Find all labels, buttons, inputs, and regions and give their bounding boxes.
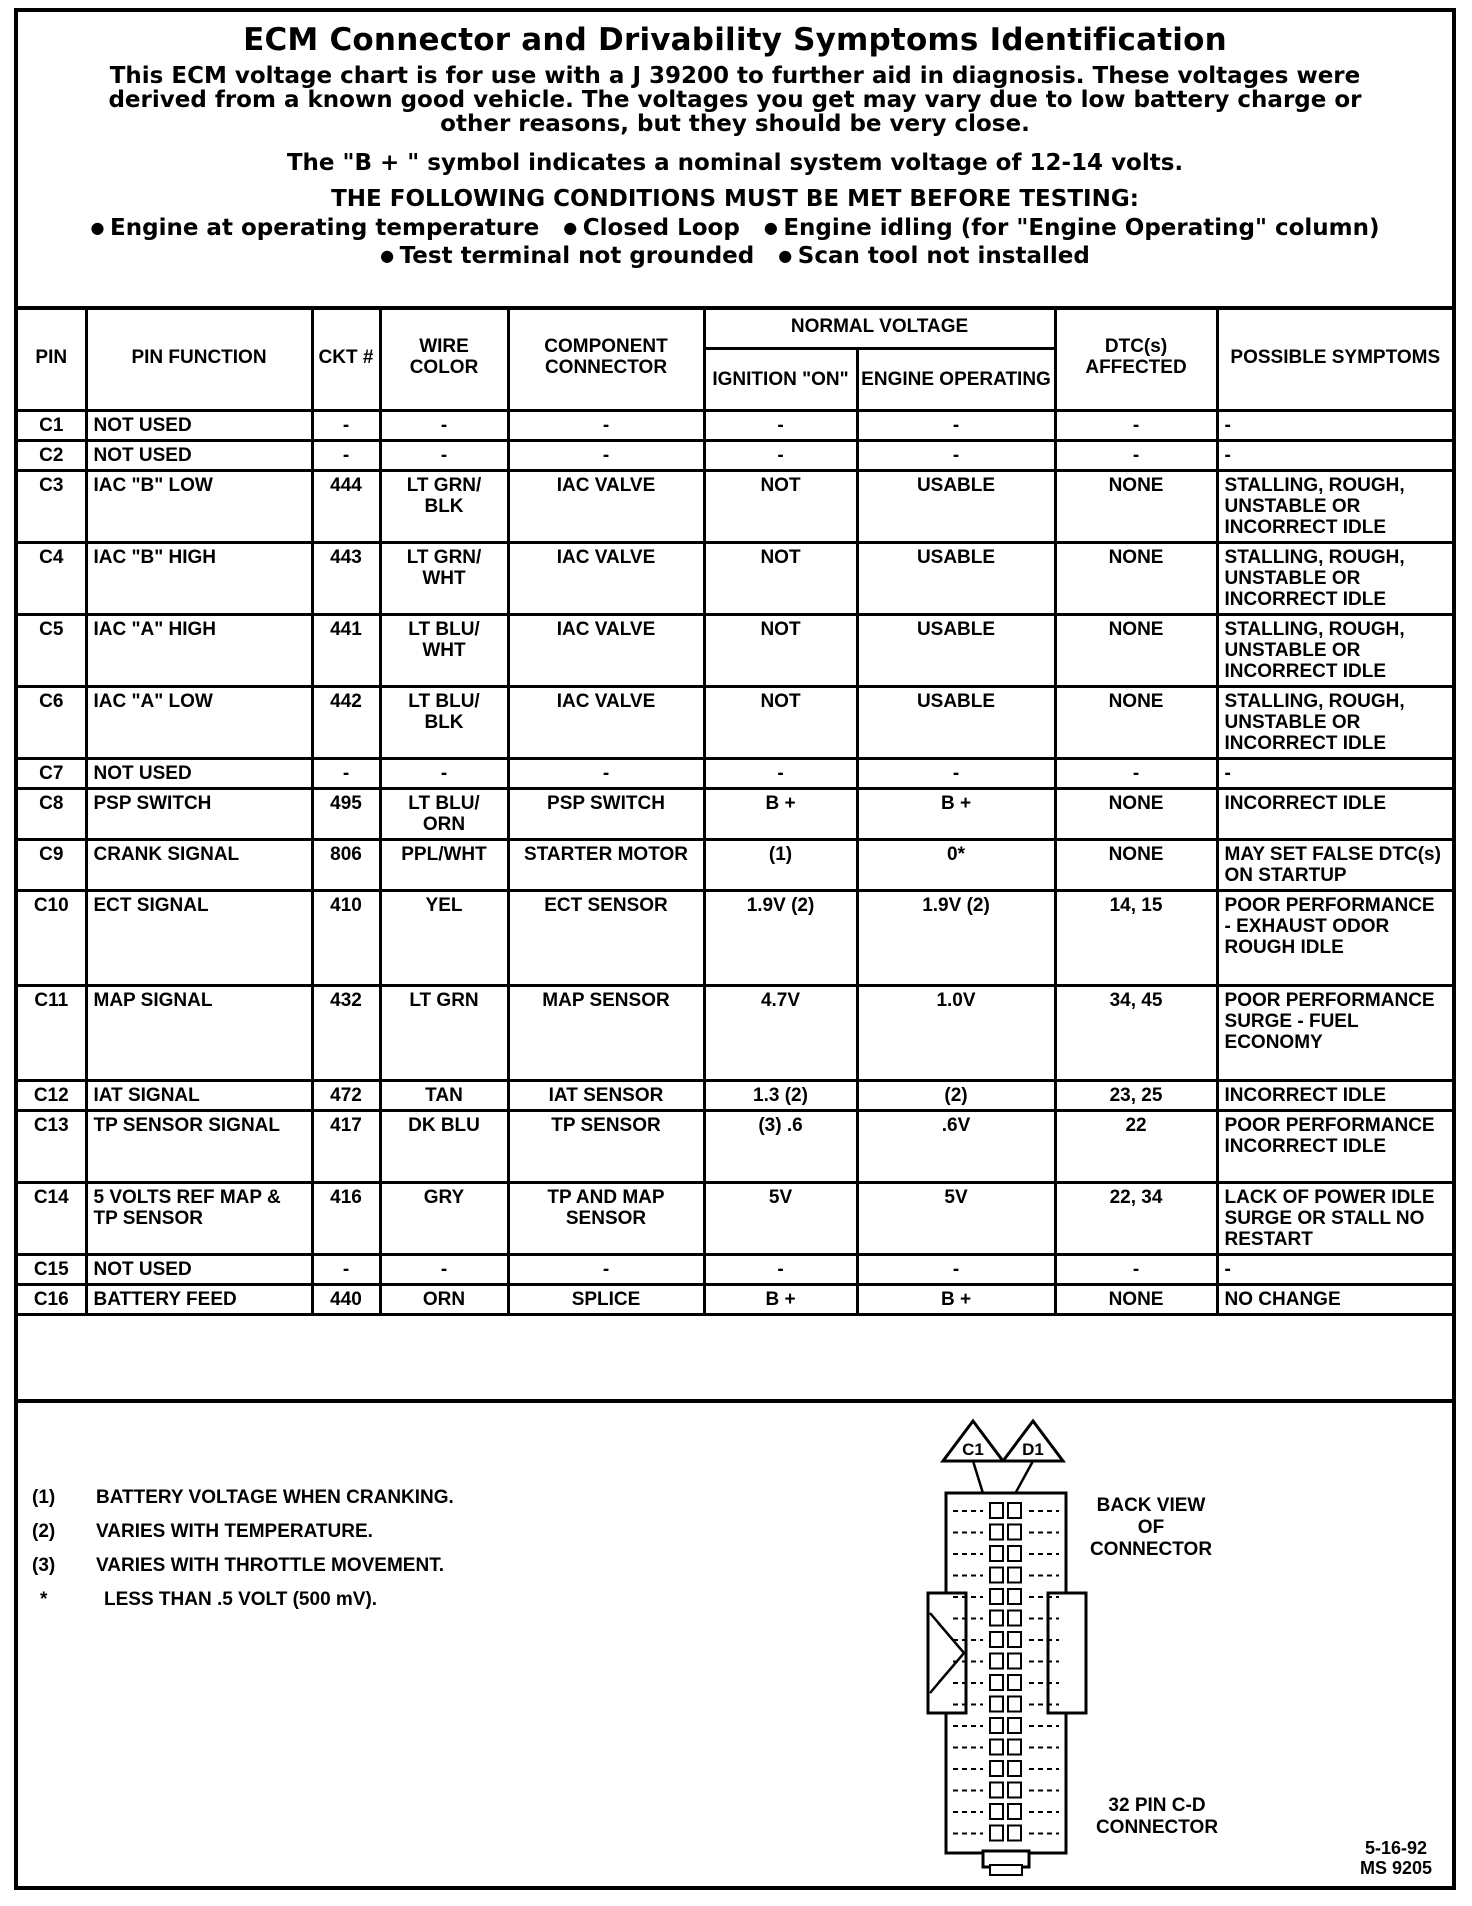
cell-symptoms: - bbox=[1217, 440, 1452, 470]
cell-ign: B + bbox=[704, 788, 857, 839]
pin-count-line: 32 PIN C-D bbox=[1108, 1795, 1206, 1816]
cell-dtc: NONE bbox=[1055, 542, 1217, 614]
connector-pin-icon bbox=[1008, 1568, 1021, 1583]
connector-pin-icon bbox=[1008, 1503, 1021, 1518]
header-ignition-on: IGNITION "ON" bbox=[704, 348, 857, 410]
header-symptoms: POSSIBLE SYMPTOMS bbox=[1217, 306, 1452, 410]
footnote-text: VARIES WITH THROTTLE MOVEMENT. bbox=[96, 1555, 444, 1576]
table-row bbox=[18, 410, 1452, 440]
table-row bbox=[18, 1080, 1452, 1110]
cell-symptoms: STALLING, ROUGH, UNSTABLE OR INCORRECT IDLE bbox=[1217, 542, 1452, 614]
cell-ckt: - bbox=[312, 1254, 380, 1284]
back-view-line: CONNECTOR bbox=[1089, 1539, 1213, 1560]
cell-component: - bbox=[508, 758, 704, 788]
cell-dtc: NONE bbox=[1055, 614, 1217, 686]
connector-pin-icon bbox=[1008, 1525, 1021, 1540]
cell-symptoms: STALLING, ROUGH, UNSTABLE OR INCORRECT IDLE bbox=[1217, 614, 1452, 686]
cell-function: 5 VOLTS REF MAP & TP SENSOR bbox=[86, 1182, 312, 1254]
cell-wire: - bbox=[380, 440, 508, 470]
connector-pin-icon bbox=[990, 1525, 1003, 1540]
table-row bbox=[18, 758, 1452, 788]
cell-ign: B + bbox=[704, 1284, 857, 1314]
table-row bbox=[18, 686, 1452, 758]
connector-pin-icon bbox=[990, 1654, 1003, 1669]
cell-pin: C12 bbox=[18, 1080, 86, 1110]
cell-ign: (1) bbox=[704, 839, 857, 890]
cell-component: IAC VALVE bbox=[508, 686, 704, 758]
connector-pin-icon bbox=[1008, 1546, 1021, 1561]
connector-pin-icon bbox=[990, 1718, 1003, 1733]
table-row bbox=[18, 839, 1452, 890]
connector-pin-icon bbox=[1008, 1740, 1021, 1755]
bplus-note: The "B + " symbol indicates a nominal system voltage of 12-14 volts. bbox=[286, 150, 1184, 176]
cell-ign: NOT bbox=[704, 614, 857, 686]
cell-dtc: NONE bbox=[1055, 1284, 1217, 1314]
d1-marker-label: D1 bbox=[1022, 1440, 1044, 1459]
cell-ign: - bbox=[704, 758, 857, 788]
cell-ckt: 441 bbox=[312, 614, 380, 686]
cell-eng: 0* bbox=[857, 839, 1055, 890]
cell-ign: NOT bbox=[704, 686, 857, 758]
table-body bbox=[18, 410, 1452, 1314]
cell-symptoms: MAY SET FALSE DTC(s) ON STARTUP bbox=[1217, 839, 1452, 890]
cell-eng: USABLE bbox=[857, 686, 1055, 758]
cell-symptoms: - bbox=[1217, 758, 1452, 788]
cell-wire: - bbox=[380, 1254, 508, 1284]
cell-pin: C8 bbox=[18, 788, 86, 839]
conditions-title: THE FOLLOWING CONDITIONS MUST BE MET BEFORE TESTING: bbox=[331, 186, 1139, 212]
cell-eng: - bbox=[857, 1254, 1055, 1284]
cell-wire: - bbox=[380, 410, 508, 440]
cell-eng: USABLE bbox=[857, 542, 1055, 614]
cell-component: - bbox=[508, 440, 704, 470]
header-function: PIN FUNCTION bbox=[86, 306, 312, 410]
c1-marker-label: C1 bbox=[962, 1440, 984, 1459]
cell-function: TP SENSOR SIGNAL bbox=[86, 1110, 312, 1182]
cell-function: ECT SIGNAL bbox=[86, 890, 312, 985]
cell-dtc: 23, 25 bbox=[1055, 1080, 1217, 1110]
page-title: ECM Connector and Drivability Symptoms Identification bbox=[243, 22, 1227, 58]
cell-symptoms: STALLING, ROUGH, UNSTABLE OR INCORRECT IDLE bbox=[1217, 686, 1452, 758]
cell-ckt: 440 bbox=[312, 1284, 380, 1314]
connector-pin-icon bbox=[1008, 1589, 1021, 1604]
intro-text: This ECM voltage chart is for use with a J 39200 to further aid in diagnosis. These voltages were derived from a known good vehicle. The voltages you get may vary due to low battery charge or other reasons, but they should be very close. bbox=[108, 63, 1362, 137]
cell-pin: C15 bbox=[18, 1254, 86, 1284]
document-date: 5-16-92 bbox=[1364, 1838, 1427, 1858]
cell-ckt: 443 bbox=[312, 542, 380, 614]
cell-eng: - bbox=[857, 440, 1055, 470]
cell-pin: C3 bbox=[18, 470, 86, 542]
cell-eng: 1.9V (2) bbox=[857, 890, 1055, 985]
cell-ckt: - bbox=[312, 758, 380, 788]
connector-pin-icon bbox=[1008, 1761, 1021, 1776]
pin-count-label bbox=[1082, 1795, 1232, 1839]
cell-ckt: 417 bbox=[312, 1110, 380, 1182]
header bbox=[18, 12, 1452, 310]
connector-pin-icon bbox=[1008, 1826, 1021, 1841]
cell-dtc: - bbox=[1055, 410, 1217, 440]
back-view-line: BACK VIEW bbox=[1096, 1495, 1206, 1516]
footnote-text: LESS THAN .5 VOLT (500 mV). bbox=[104, 1589, 378, 1610]
cell-component: IAC VALVE bbox=[508, 470, 704, 542]
cell-pin: C10 bbox=[18, 890, 86, 985]
header-wire-color: WIRE COLOR bbox=[380, 306, 508, 410]
cell-wire: LT GRN bbox=[380, 985, 508, 1080]
footnote-mark: (2) bbox=[32, 1521, 56, 1542]
cell-ckt: - bbox=[312, 440, 380, 470]
cell-pin: C13 bbox=[18, 1110, 86, 1182]
cell-component: - bbox=[508, 1254, 704, 1284]
cell-pin: C4 bbox=[18, 542, 86, 614]
connector-pin-icon bbox=[990, 1804, 1003, 1819]
cell-dtc: NONE bbox=[1055, 686, 1217, 758]
header-normal-voltage: NORMAL VOLTAGE bbox=[704, 306, 1055, 348]
cell-dtc: 14, 15 bbox=[1055, 890, 1217, 985]
document-code: MS 9205 bbox=[1359, 1858, 1432, 1878]
cell-pin: C14 bbox=[18, 1182, 86, 1254]
table-row bbox=[18, 788, 1452, 839]
cell-function: BATTERY FEED bbox=[86, 1284, 312, 1314]
cell-symptoms: INCORRECT IDLE bbox=[1217, 1080, 1452, 1110]
cell-symptoms: INCORRECT IDLE bbox=[1217, 788, 1452, 839]
cell-dtc: 22 bbox=[1055, 1110, 1217, 1182]
cell-eng: B + bbox=[857, 788, 1055, 839]
cell-symptoms: STALLING, ROUGH, UNSTABLE OR INCORRECT IDLE bbox=[1217, 470, 1452, 542]
cell-ign: (3) .6 bbox=[704, 1110, 857, 1182]
footnote-mark: (3) bbox=[32, 1555, 56, 1576]
cell-eng: B + bbox=[857, 1284, 1055, 1314]
cell-dtc: 22, 34 bbox=[1055, 1182, 1217, 1254]
cell-function: PSP SWITCH bbox=[86, 788, 312, 839]
condition-item: ● Engine at operating temperature bbox=[90, 215, 539, 241]
cell-ckt: 472 bbox=[312, 1080, 380, 1110]
cell-pin: C2 bbox=[18, 440, 86, 470]
table-row bbox=[18, 1182, 1452, 1254]
cell-dtc: - bbox=[1055, 1254, 1217, 1284]
cell-pin: C5 bbox=[18, 614, 86, 686]
document-frame bbox=[14, 8, 1456, 1890]
cell-pin: C7 bbox=[18, 758, 86, 788]
cell-ckt: 806 bbox=[312, 839, 380, 890]
cell-function: IAT SIGNAL bbox=[86, 1080, 312, 1110]
cell-component: IAC VALVE bbox=[508, 542, 704, 614]
cell-ign: NOT bbox=[704, 542, 857, 614]
connector-pin-icon bbox=[990, 1632, 1003, 1647]
cell-symptoms: POOR PERFORMANCE SURGE - FUEL ECONOMY bbox=[1217, 985, 1452, 1080]
cell-function: NOT USED bbox=[86, 758, 312, 788]
connector-pin-icon bbox=[990, 1740, 1003, 1755]
cell-wire: LT BLU/ ORN bbox=[380, 788, 508, 839]
conditions-line-1 bbox=[18, 216, 1452, 240]
connector-pin-icon bbox=[990, 1761, 1003, 1776]
cell-symptoms: NO CHANGE bbox=[1217, 1284, 1452, 1314]
header-component: COMPONENT CONNECTOR bbox=[508, 306, 704, 410]
cell-wire: YEL bbox=[380, 890, 508, 985]
header-dtc: DTC(s) AFFECTED bbox=[1055, 306, 1217, 410]
cell-function: IAC "B" HIGH bbox=[86, 542, 312, 614]
connector-pin-icon bbox=[990, 1503, 1003, 1518]
cell-function: NOT USED bbox=[86, 440, 312, 470]
cell-component: IAC VALVE bbox=[508, 614, 704, 686]
cell-ign: 5V bbox=[704, 1182, 857, 1254]
cell-eng: USABLE bbox=[857, 470, 1055, 542]
cell-dtc: - bbox=[1055, 440, 1217, 470]
cell-dtc: NONE bbox=[1055, 470, 1217, 542]
condition-item: ● Scan tool not installed bbox=[778, 243, 1090, 269]
cell-symptoms: POOR PERFORMANCE - EXHAUST ODOR ROUGH IDLE bbox=[1217, 890, 1452, 985]
cell-wire: ORN bbox=[380, 1284, 508, 1314]
connector-pin-icon bbox=[990, 1697, 1003, 1712]
cell-wire: LT BLU/ BLK bbox=[380, 686, 508, 758]
table-row bbox=[18, 890, 1452, 985]
cell-ign: 4.7V bbox=[704, 985, 857, 1080]
cell-function: IAC "A" HIGH bbox=[86, 614, 312, 686]
connector-diagram bbox=[18, 1403, 1452, 1890]
cell-ign: - bbox=[704, 440, 857, 470]
cell-wire: GRY bbox=[380, 1182, 508, 1254]
cell-ign: 1.3 (2) bbox=[704, 1080, 857, 1110]
cell-ign: NOT bbox=[704, 470, 857, 542]
header-engine-operating: ENGINE OPERATING bbox=[857, 348, 1055, 410]
cell-component: MAP SENSOR bbox=[508, 985, 704, 1080]
cell-component: TP SENSOR bbox=[508, 1110, 704, 1182]
cell-wire: PPL/WHT bbox=[380, 839, 508, 890]
connector-pin-icon bbox=[1008, 1632, 1021, 1647]
cell-pin: C6 bbox=[18, 686, 86, 758]
cell-component: PSP SWITCH bbox=[508, 788, 704, 839]
cell-function: IAC "A" LOW bbox=[86, 686, 312, 758]
cell-ckt: 444 bbox=[312, 470, 380, 542]
cell-wire: LT GRN/ BLK bbox=[380, 470, 508, 542]
cell-ckt: - bbox=[312, 410, 380, 440]
table-row bbox=[18, 1284, 1452, 1314]
connector-pin-icon bbox=[1008, 1675, 1021, 1690]
cell-dtc: NONE bbox=[1055, 788, 1217, 839]
condition-item: ● Engine idling (for "Engine Operating" column) bbox=[764, 215, 1380, 241]
document-id bbox=[1360, 1838, 1432, 1878]
connector-pin-icon bbox=[990, 1675, 1003, 1690]
back-view-label bbox=[1086, 1495, 1216, 1561]
cell-ckt: 432 bbox=[312, 985, 380, 1080]
footnote-text: VARIES WITH TEMPERATURE. bbox=[96, 1521, 373, 1542]
footnote-mark: * bbox=[40, 1589, 48, 1610]
cell-ign: - bbox=[704, 410, 857, 440]
cell-eng: - bbox=[857, 758, 1055, 788]
cell-symptoms: POOR PERFORMANCE INCORRECT IDLE bbox=[1217, 1110, 1452, 1182]
footer bbox=[18, 1399, 1452, 1890]
connector-pin-icon bbox=[1008, 1804, 1021, 1819]
table-row bbox=[18, 440, 1452, 470]
footnote-mark: (1) bbox=[32, 1487, 56, 1508]
table-row bbox=[18, 1254, 1452, 1284]
cell-function: NOT USED bbox=[86, 1254, 312, 1284]
cell-wire: LT BLU/ WHT bbox=[380, 614, 508, 686]
connector-pin-icon bbox=[1008, 1697, 1021, 1712]
connector-pin-icon bbox=[990, 1568, 1003, 1583]
table-row bbox=[18, 542, 1452, 614]
cell-symptoms: LACK OF POWER IDLE SURGE OR STALL NO RESTART bbox=[1217, 1182, 1452, 1254]
cell-eng: 1.0V bbox=[857, 985, 1055, 1080]
condition-item: ● Test terminal not grounded bbox=[380, 243, 754, 269]
cell-wire: LT GRN/ WHT bbox=[380, 542, 508, 614]
table-row bbox=[18, 614, 1452, 686]
table-row bbox=[18, 985, 1452, 1080]
cell-eng: (2) bbox=[857, 1080, 1055, 1110]
connector-pin-icon bbox=[1008, 1783, 1021, 1798]
cell-component: ECT SENSOR bbox=[508, 890, 704, 985]
cell-symptoms: - bbox=[1217, 410, 1452, 440]
cell-dtc: - bbox=[1055, 758, 1217, 788]
ecm-voltage-table bbox=[18, 306, 1452, 1316]
cell-component: - bbox=[508, 410, 704, 440]
cell-component: IAT SENSOR bbox=[508, 1080, 704, 1110]
cell-component: STARTER MOTOR bbox=[508, 839, 704, 890]
cell-pin: C1 bbox=[18, 410, 86, 440]
cell-eng: - bbox=[857, 410, 1055, 440]
cell-component: TP AND MAP SENSOR bbox=[508, 1182, 704, 1254]
header-pin: PIN bbox=[18, 306, 86, 410]
connector-pin-icon bbox=[990, 1589, 1003, 1604]
connector-pin-icon bbox=[990, 1783, 1003, 1798]
cell-ckt: 442 bbox=[312, 686, 380, 758]
connector-pin-icon bbox=[1008, 1611, 1021, 1626]
cell-dtc: NONE bbox=[1055, 839, 1217, 890]
cell-function: MAP SIGNAL bbox=[86, 985, 312, 1080]
connector-pin-icon bbox=[1008, 1654, 1021, 1669]
cell-eng: .6V bbox=[857, 1110, 1055, 1182]
connector-pin-icon bbox=[1008, 1718, 1021, 1733]
cell-wire: TAN bbox=[380, 1080, 508, 1110]
condition-item: ● Closed Loop bbox=[563, 215, 740, 241]
conditions-line-2 bbox=[18, 244, 1452, 268]
table-row bbox=[18, 1110, 1452, 1182]
cell-ign: 1.9V (2) bbox=[704, 890, 857, 985]
cell-wire: - bbox=[380, 758, 508, 788]
cell-pin: C16 bbox=[18, 1284, 86, 1314]
back-view-line: OF bbox=[1137, 1517, 1165, 1538]
cell-component: SPLICE bbox=[508, 1284, 704, 1314]
cell-wire: DK BLU bbox=[380, 1110, 508, 1182]
cell-pin: C11 bbox=[18, 985, 86, 1080]
pin-count-line: CONNECTOR bbox=[1095, 1817, 1219, 1838]
table-row bbox=[18, 470, 1452, 542]
connector-pin-icon bbox=[990, 1611, 1003, 1626]
cell-symptoms: - bbox=[1217, 1254, 1452, 1284]
connector-pin-icon bbox=[990, 1546, 1003, 1561]
cell-function: IAC "B" LOW bbox=[86, 470, 312, 542]
cell-ckt: 410 bbox=[312, 890, 380, 985]
cell-ign: - bbox=[704, 1254, 857, 1284]
footnote-text: BATTERY VOLTAGE WHEN CRANKING. bbox=[96, 1487, 454, 1508]
cell-function: NOT USED bbox=[86, 410, 312, 440]
cell-function: CRANK SIGNAL bbox=[86, 839, 312, 890]
cell-eng: USABLE bbox=[857, 614, 1055, 686]
cell-pin: C9 bbox=[18, 839, 86, 890]
cell-ckt: 495 bbox=[312, 788, 380, 839]
cell-eng: 5V bbox=[857, 1182, 1055, 1254]
connector-pin-icon bbox=[990, 1826, 1003, 1841]
cell-dtc: 34, 45 bbox=[1055, 985, 1217, 1080]
header-ckt: CKT # bbox=[312, 306, 380, 410]
cell-ckt: 416 bbox=[312, 1182, 380, 1254]
